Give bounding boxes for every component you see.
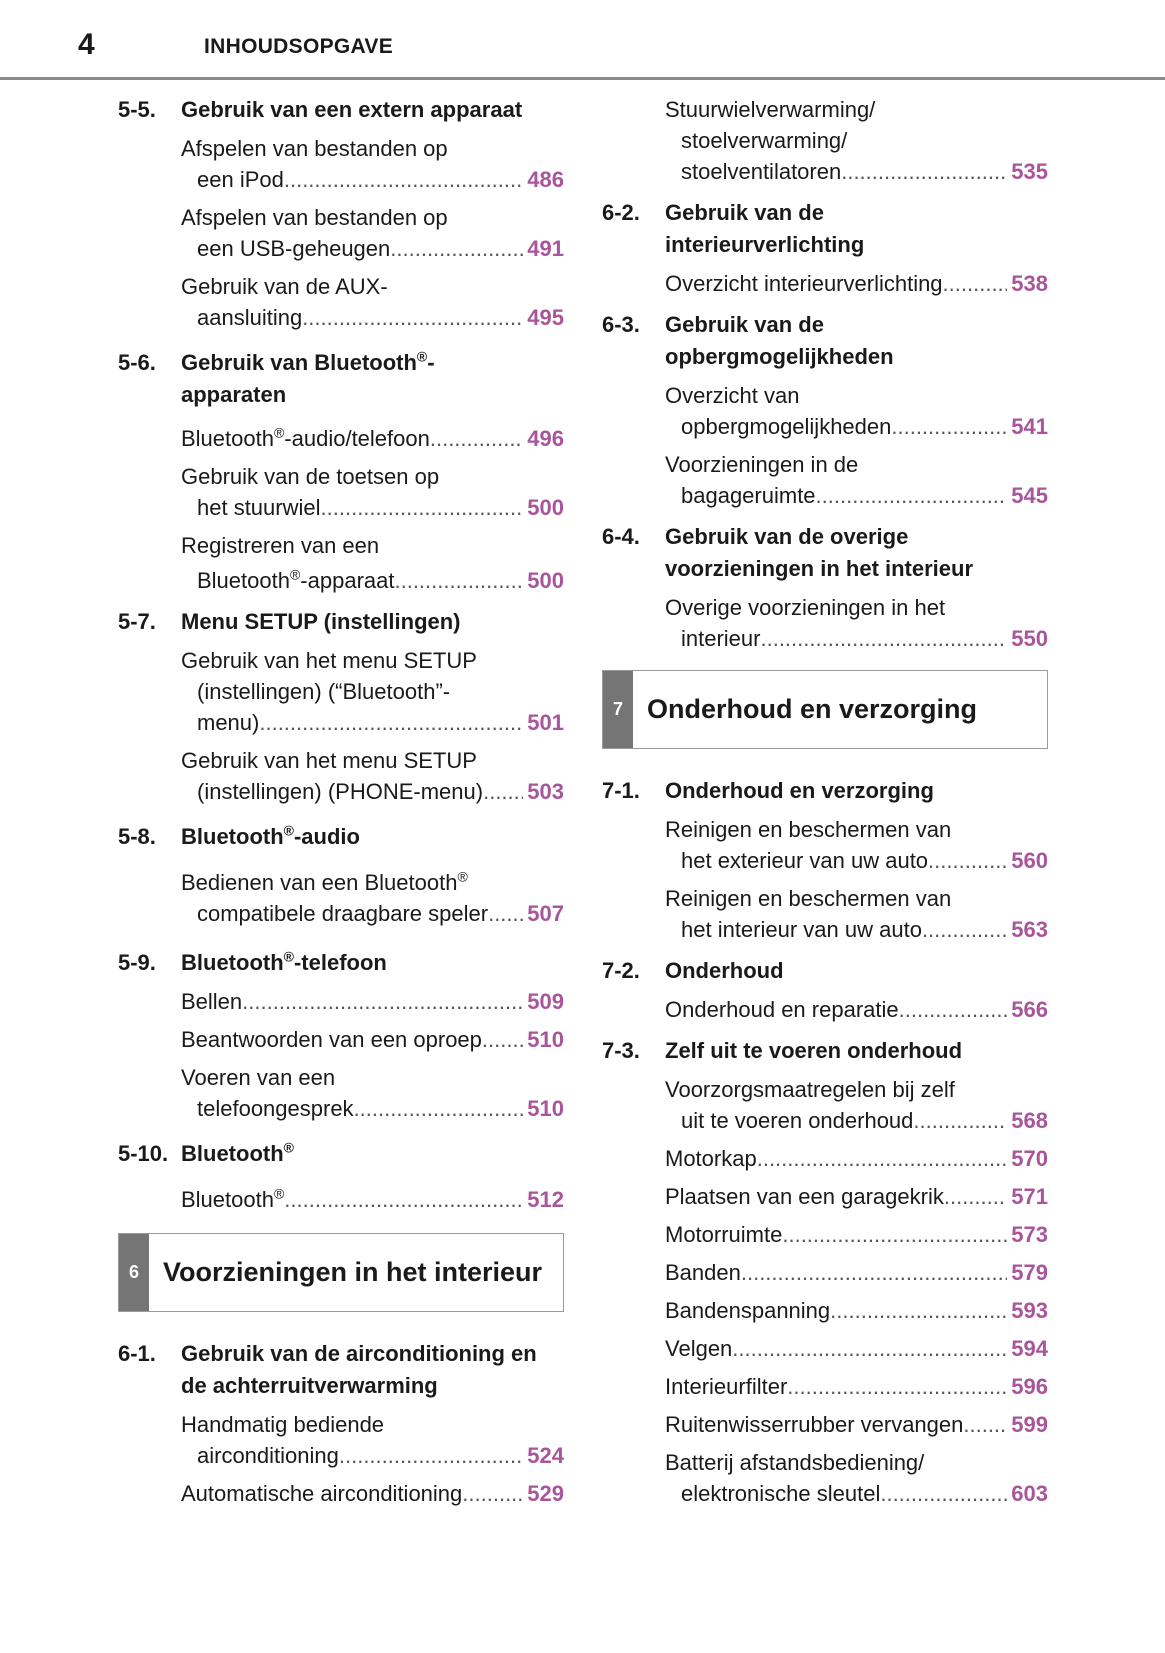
- toc-section-7-3[interactable]: [602, 1035, 1048, 1067]
- toc-entry[interactable]: [602, 268, 1048, 299]
- page-ref: 529: [527, 1481, 564, 1506]
- page-ref: 570: [1011, 1146, 1048, 1171]
- toc-section-7-1[interactable]: [602, 775, 1048, 807]
- toc-entry[interactable]: [602, 592, 1048, 654]
- page-ref: 541: [1011, 414, 1048, 439]
- section-number: 6-4.: [602, 524, 640, 549]
- entry-text: uit te voeren onderhoud: [681, 1108, 914, 1133]
- section-title: Onderhoud en verzorging: [665, 778, 934, 803]
- entry-text: -apparaat: [300, 568, 395, 593]
- page-ref: 491: [527, 236, 564, 261]
- page-ref: 603: [1011, 1481, 1048, 1506]
- section-title: de achterruitverwarming: [181, 1373, 438, 1398]
- entry-text: menu): [197, 710, 260, 735]
- section-title: Menu SETUP (instellingen): [181, 609, 461, 634]
- toc-entry[interactable]: [118, 645, 564, 738]
- entry-text: Overzicht van: [665, 383, 800, 408]
- section-title: Gebruik van de airconditioning en: [181, 1341, 537, 1366]
- page-ref: 538: [1011, 271, 1048, 296]
- toc-section-6-1[interactable]: [118, 1338, 564, 1402]
- page-ref: 496: [527, 426, 564, 451]
- section-number: 5-9.: [118, 950, 156, 975]
- page-ref: 512: [527, 1187, 564, 1212]
- toc-entry[interactable]: [118, 745, 564, 807]
- toc-entry[interactable]: [602, 814, 1048, 876]
- section-title: -audio: [293, 824, 360, 849]
- page-ref: 535: [1011, 159, 1048, 184]
- toc-entry[interactable]: [602, 883, 1048, 945]
- toc-section-6-2[interactable]: [602, 197, 1048, 261]
- entry-text: Afspelen van bestanden op: [181, 205, 448, 230]
- toc-section-5-7[interactable]: [118, 606, 564, 638]
- entry-text: Beantwoorden van een oproep: [181, 1027, 482, 1052]
- entry-text: Motorruimte: [665, 1222, 783, 1247]
- entry-text: Reinigen en beschermen van: [665, 817, 952, 842]
- entry-text: Afspelen van bestanden op: [181, 136, 448, 161]
- entry-text: stoelventilatoren: [681, 159, 842, 184]
- section-number: 7-2.: [602, 958, 640, 983]
- page-ref: 566: [1011, 997, 1048, 1022]
- toc-entry[interactable]: [118, 867, 564, 929]
- entry-text: Batterij afstandsbediening/: [665, 1450, 925, 1475]
- entry-text: Registreren van een: [181, 533, 380, 558]
- page-ref: 571: [1011, 1184, 1048, 1209]
- section-number: 5-8.: [118, 824, 156, 849]
- toc-entry[interactable]: [118, 986, 564, 1017]
- toc-entry[interactable]: [602, 1295, 1048, 1326]
- section-number: 6-2.: [602, 200, 640, 225]
- page-ref: 596: [1011, 1374, 1048, 1399]
- entry-text: Gebruik van de toetsen op: [181, 464, 440, 489]
- toc-entry[interactable]: [602, 1143, 1048, 1174]
- entry-text: elektronische sleutel: [681, 1481, 881, 1506]
- toc-section-5-9[interactable]: [118, 947, 564, 979]
- registered-mark: ®: [273, 424, 285, 441]
- entry-text: Banden: [665, 1260, 741, 1285]
- chapter-number: 6: [119, 1234, 149, 1311]
- entry-text: opbergmogelijkheden: [681, 414, 892, 439]
- entry-text: Reinigen en beschermen van: [665, 886, 952, 911]
- page-ref: 560: [1011, 848, 1048, 873]
- toc-entry[interactable]: [118, 1024, 564, 1055]
- toc-section-5-8[interactable]: [118, 821, 564, 853]
- toc-entry[interactable]: [602, 1371, 1048, 1402]
- chapter-number: 7: [603, 671, 633, 748]
- entry-text: Plaatsen van een garagekrik: [665, 1184, 944, 1209]
- toc-entry[interactable]: [602, 449, 1048, 511]
- page-ref: 503: [527, 779, 564, 804]
- page-ref: 510: [527, 1096, 564, 1121]
- page-header: [0, 0, 1165, 80]
- registered-mark: ®: [416, 348, 428, 365]
- entry-text: Bedienen van een Bluetooth: [181, 870, 458, 895]
- toc-entry[interactable]: [118, 271, 564, 333]
- page-ref: 500: [527, 568, 564, 593]
- section-title: interieurverlichting: [665, 232, 865, 257]
- toc-section-5-6[interactable]: [118, 347, 564, 411]
- page-ref: 599: [1011, 1412, 1048, 1437]
- entry-text: Gebruik van het menu SETUP: [181, 748, 477, 773]
- page-number: 4: [78, 28, 95, 61]
- section-title: Gebruik van de: [665, 200, 824, 225]
- entry-text: (instellingen) (“Bluetooth”-: [197, 679, 451, 704]
- header-divider: [0, 77, 1165, 80]
- section-number: 7-3.: [602, 1038, 640, 1063]
- page-ref: 568: [1011, 1108, 1048, 1133]
- section-title: Bluetooth: [181, 824, 284, 849]
- entry-text: bagageruimte: [681, 483, 816, 508]
- entry-text: Handmatig bediende: [181, 1412, 385, 1437]
- page-ref: 550: [1011, 626, 1048, 651]
- toc-entry[interactable]: [602, 1333, 1048, 1364]
- toc-section-5-5[interactable]: [118, 94, 564, 126]
- toc-section-7-2[interactable]: [602, 955, 1048, 987]
- entry-text: Voeren van een: [181, 1065, 336, 1090]
- toc-section-6-4[interactable]: [602, 521, 1048, 585]
- registered-mark: ®: [289, 566, 301, 583]
- entry-text: Gebruik van de AUX-: [181, 274, 388, 299]
- entry-text: het stuurwiel: [197, 495, 321, 520]
- entry-text: -audio/telefoon: [284, 426, 430, 451]
- section-number: 5-7.: [118, 609, 156, 634]
- section-title: Gebruik van de: [665, 312, 824, 337]
- page-ref: 507: [527, 901, 564, 926]
- section-title: voorzieningen in het interieur: [665, 556, 974, 581]
- entry-text: Bluetooth: [197, 568, 290, 593]
- chapter-7-header[interactable]: [602, 670, 1048, 749]
- section-title: Gebruik van een extern apparaat: [181, 97, 523, 122]
- page-ref: 495: [527, 305, 564, 330]
- entry-text: Bellen: [181, 989, 243, 1014]
- page-ref: 573: [1011, 1222, 1048, 1247]
- page-ref: 579: [1011, 1260, 1048, 1285]
- toc-entry[interactable]: [602, 1074, 1048, 1136]
- chapter-title: Onderhoud en verzorging: [647, 694, 978, 724]
- entry-text: Bandenspanning: [665, 1298, 831, 1323]
- entry-text: airconditioning: [197, 1443, 339, 1468]
- entry-text: Voorzorgsmaatregelen bij zelf: [665, 1077, 955, 1102]
- entry-text: Stuurwielverwarming/: [665, 97, 876, 122]
- page-ref: 545: [1011, 483, 1048, 508]
- toc-entry[interactable]: [118, 461, 564, 523]
- toc-entry[interactable]: [602, 1447, 1048, 1509]
- section-number: 5-10.: [118, 1141, 169, 1166]
- entry-text: Velgen: [665, 1336, 733, 1361]
- toc-entry[interactable]: [118, 1478, 564, 1509]
- toc-entry[interactable]: [118, 1409, 564, 1471]
- section-title: Bluetooth: [181, 1141, 284, 1166]
- section-title: Onderhoud: [665, 958, 784, 983]
- section-number: 6-3.: [602, 312, 640, 337]
- section-title: Bluetooth: [181, 950, 284, 975]
- page-ref: 501: [527, 710, 564, 735]
- page-ref: 509: [527, 989, 564, 1014]
- entry-text: het interieur van uw auto: [681, 917, 922, 942]
- toc-entry[interactable]: [118, 133, 564, 195]
- entry-text: interieur: [681, 626, 761, 651]
- entry-text: (instellingen) (PHONE-menu): [197, 779, 484, 804]
- chapter-title: Voorzieningen in het interieur: [163, 1257, 543, 1287]
- entry-text: een iPod: [197, 167, 284, 192]
- toc-entry[interactable]: [602, 380, 1048, 442]
- entry-text: Onderhoud en reparatie: [665, 997, 899, 1022]
- section-title: -: [427, 350, 435, 375]
- page-title: INHOUDSOPGAVE: [204, 35, 394, 58]
- section-title: Zelf uit te voeren onderhoud: [665, 1038, 963, 1063]
- entry-text: Gebruik van het menu SETUP: [181, 648, 477, 673]
- registered-mark: ®: [283, 822, 294, 839]
- toc-entry[interactable]: [602, 1257, 1048, 1288]
- entry-text: Ruitenwisserrubber vervangen: [665, 1412, 964, 1437]
- entry-text: het exterieur van uw auto: [681, 848, 929, 873]
- registered-mark: ®: [283, 1139, 294, 1156]
- page-ref: 593: [1011, 1298, 1048, 1323]
- section-title: opbergmogelijkheden: [665, 344, 894, 369]
- entry-text: Bluetooth: [181, 1187, 274, 1212]
- toc-entry[interactable]: [602, 994, 1048, 1025]
- entry-text: Motorkap: [665, 1146, 757, 1171]
- entry-text: Interieurfilter: [665, 1374, 788, 1399]
- toc-entry[interactable]: [602, 1181, 1048, 1212]
- toc-section-5-10[interactable]: [118, 1138, 564, 1170]
- toc-entry[interactable]: [118, 202, 564, 264]
- section-title: apparaten: [181, 382, 287, 407]
- toc-entry[interactable]: [118, 423, 564, 454]
- page-ref: 500: [527, 495, 564, 520]
- entry-text: Overige voorzieningen in het: [665, 595, 946, 620]
- chapter-6-header[interactable]: [118, 1233, 564, 1312]
- registered-mark: ®: [457, 868, 468, 885]
- page-ref: 510: [527, 1027, 564, 1052]
- entry-text: telefoongesprek: [197, 1096, 354, 1121]
- section-number: 5-5.: [118, 97, 156, 122]
- page-ref: 594: [1011, 1336, 1048, 1361]
- section-number: 6-1.: [118, 1341, 156, 1366]
- entry-text: aansluiting: [197, 305, 303, 330]
- toc-column-right: [602, 94, 1048, 1509]
- entry-text: compatibele draagbare speler: [197, 901, 489, 926]
- page-ref: 486: [527, 167, 564, 192]
- page-ref: 563: [1011, 917, 1048, 942]
- toc-entry[interactable]: [118, 1184, 564, 1215]
- registered-mark: ®: [283, 948, 294, 965]
- toc-entry[interactable]: [118, 1062, 564, 1124]
- entry-text: Voorzieningen in de: [665, 452, 859, 477]
- page-ref: 524: [527, 1443, 564, 1468]
- toc-entry[interactable]: [118, 530, 564, 596]
- entry-text: stoelverwarming/: [681, 128, 848, 153]
- section-number: 7-1.: [602, 778, 640, 803]
- section-number: 5-6.: [118, 350, 156, 375]
- entry-text: Automatische airconditioning: [181, 1481, 463, 1506]
- entry-text: Overzicht interieurverlichting: [665, 271, 943, 296]
- section-title: -telefoon: [293, 950, 387, 975]
- toc-column-left: [118, 94, 564, 1509]
- toc-section-6-3[interactable]: [602, 309, 1048, 373]
- toc-entry[interactable]: [602, 94, 1048, 187]
- registered-mark: ®: [273, 1185, 285, 1202]
- entry-text: Bluetooth: [181, 426, 274, 451]
- section-title: Gebruik van Bluetooth: [181, 350, 417, 375]
- toc-entry[interactable]: [602, 1219, 1048, 1250]
- entry-text: een USB-geheugen: [197, 236, 391, 261]
- section-title: Gebruik van de overige: [665, 524, 909, 549]
- toc-entry[interactable]: [602, 1409, 1048, 1440]
